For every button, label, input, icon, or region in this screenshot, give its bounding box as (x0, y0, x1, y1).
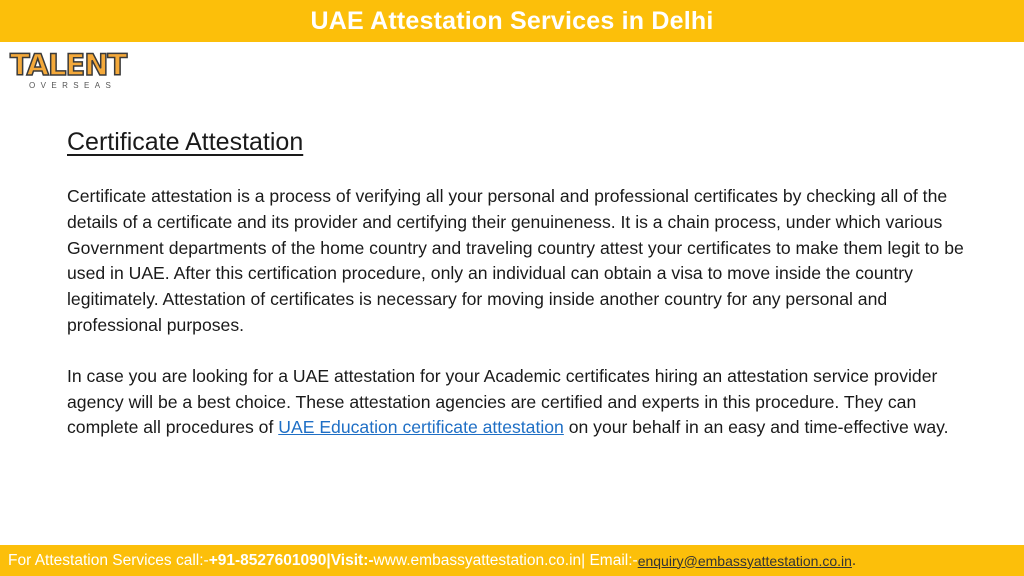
paragraph-services-text-start: In case you are looking for a UAE attestation for your Academic certificates hiring an attestation service provider agency will be a best choice. These attestation agencies are certified and experts in this procedure. They can complete all procedures of (67, 365, 938, 438)
footer-separator: | (326, 551, 331, 569)
footer-email-label: | Email:- (581, 551, 638, 569)
uae-education-attestation-link[interactable]: UAE Education certificate attestation (278, 417, 564, 438)
footer-call-label: For Attestation Services call:- (8, 551, 209, 569)
main-content (67, 126, 972, 466)
footer-phone: +91-8527601090 (208, 551, 327, 569)
logo-wordmark: TALENT (10, 48, 127, 82)
footer-period: . (851, 551, 857, 569)
paragraph-services (67, 364, 972, 441)
footer-visit-label: Visit:- (330, 551, 374, 569)
page-title: UAE Attestation Services in Delhi (310, 6, 714, 35)
header-banner (0, 0, 1024, 42)
section-heading: Certificate Attestation (67, 128, 304, 156)
talent-overseas-logo (10, 50, 130, 92)
footer-website: www.embassyattestation.co.in (373, 551, 582, 569)
paragraph-services-text-end: on your behalf in an easy and time-effective way. (563, 417, 949, 438)
footer-email-link[interactable]: enquiry@embassyattestation.co.in (637, 552, 852, 569)
footer-contact-bar (0, 545, 1024, 576)
logo-subtitle: OVERSEAS (29, 81, 117, 90)
paragraph-definition: Certificate attestation is a process of verifying all your personal and professional certificates by checking all of the details of a certificate and its provider and certifying their genuineness. It is a chain process, under which various Government departments of the home country and traveling country attest your certificates to make them legit to be used in UAE. After this certification procedure, only an individual can obtain a visa to move inside the country legitimately. Attestation of certificates is necessary for moving inside another country for any personal and professional purposes. (67, 186, 964, 335)
